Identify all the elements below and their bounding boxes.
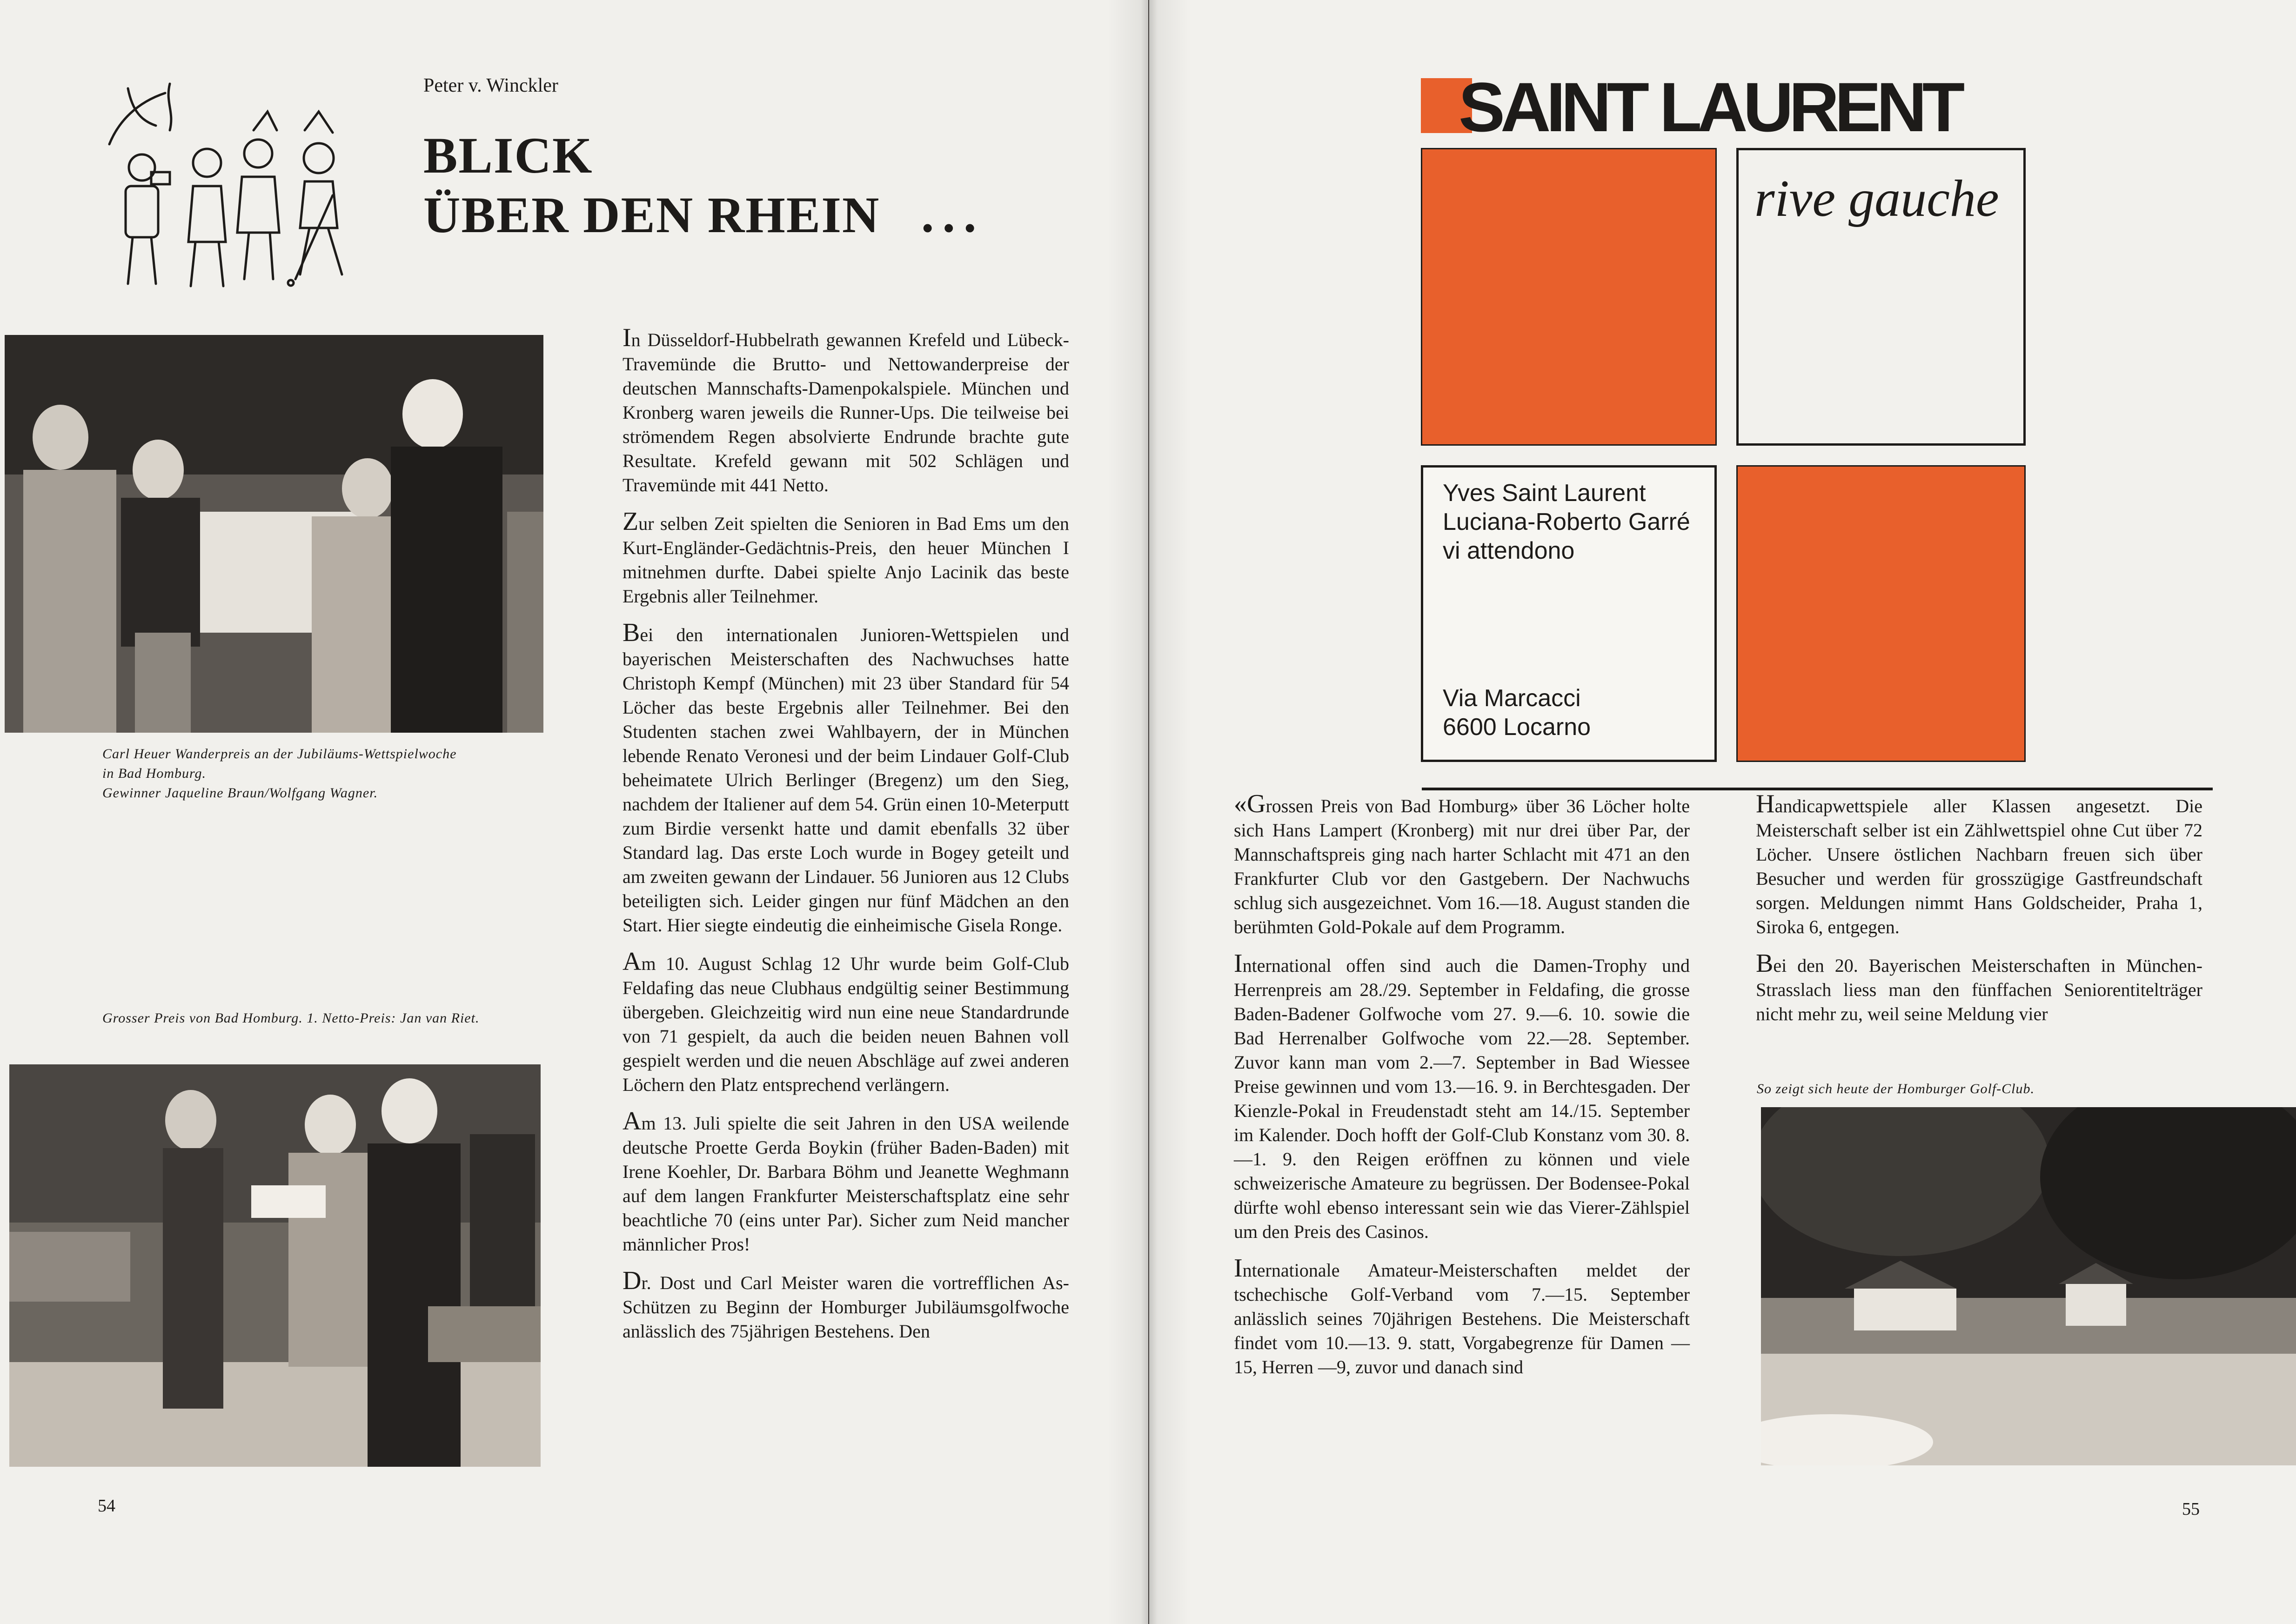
photo-award-ceremony xyxy=(5,335,543,733)
paragraph: Bei den 20. Bayerischen Meisterschaften in München-Strasslach liess man den fünffachen Seniorentitelträger nicht mehr zu, weil seine Meldung vier xyxy=(1756,949,2202,1024)
ad-address xyxy=(1443,684,1591,742)
ad-line-1: Yves Saint Laurent xyxy=(1443,480,1646,507)
headline-ellipsis: ... xyxy=(921,186,985,243)
article-body-right-col-1 xyxy=(1234,789,1690,1391)
ad-line-2: Luciana-Roberto Garré xyxy=(1443,508,1690,535)
caption-1-line-3: Gewinner Jaqueline Braun/Wolfgang Wagner. xyxy=(102,785,378,801)
paragraph: International offen sind auch die Damen-Trophy und Herrenpreis am 28./29. September in Feldafing, die grosse Baden-Badener Golfwoche vom 27. 9.—6. 10. sowie die Bad Herrenalber Golfwoche vom 22.—28. September. Zuvor kann man vom 2.—7. September in Bad Wiessee Preise gewinnen und vom 13.—16. 9. in Berchtesgaden. Der Kienzle-Pokal in Freudenstadt steht am 14./15. September im Kalender. Doch hofft der Golf-Club Konstanz vom 30. 8.—1. 9. den Reigen eröffnen zu können und viele schweizerische Amateure zu begrüssen. Der Bodensee-Pokal dürfte wohl ebenso interessant sein wie das Vierer-Zählspiel um den Preis des Casinos. xyxy=(1234,949,1690,1242)
page-55 xyxy=(1149,0,2296,1624)
photo-caption-2: Grosser Preis von Bad Homburg. 1. Netto-Preis: Jan van Riet. xyxy=(102,1010,480,1026)
article-headline xyxy=(423,126,880,245)
ad-line-3: vi attendono xyxy=(1443,537,1575,564)
ad-street: Via Marcacci xyxy=(1443,685,1581,712)
photo-caption-clubhouse: So zeigt sich heute der Homburger Golf-Club. xyxy=(1757,1081,2035,1096)
ad-orange-square-bottom xyxy=(1736,465,2026,762)
paragraph: Am 10. August Schlag 12 Uhr wurde beim Golf-Club Feldafing das neue Clubhaus endgültig seiner Bestimmung übergeben. Gleichzeitig wird nun eine neue Standardrunde von 71 gespielt, da auch die beiden neuen Bahnen voll gespielt werden und die neuen Abschläge auf zwei anderen Löchern den Platz entsprechend verlängern. xyxy=(623,947,1069,1095)
caption-1-line-2: in Bad Homburg. xyxy=(102,766,207,781)
article-body-left xyxy=(623,323,1069,1356)
ad-brand-name: SAINT LAURENT xyxy=(1459,68,1961,146)
article-body-right-col-2 xyxy=(1756,789,2202,1038)
paragraph: Internationale Amateur-Meisterschaften meldet der tschechische Golf-Verband vom 7.—15. September anlässlich seines 70jährigen Bestehens. Die Meisterschaft findet vom 10.—13. 9. statt, Vorgabegrenze für Damen —15, Herren —9, zuvor und danach sind xyxy=(1234,1254,1690,1377)
article-author: Peter v. Winckler xyxy=(423,75,558,96)
photo-homburger-golf-club xyxy=(1761,1107,2296,1465)
headline-line-1: BLICK xyxy=(423,127,593,184)
ad-orange-square-top xyxy=(1421,148,1717,446)
ad-tagline: rive gauche xyxy=(1754,170,1999,227)
golfers-cartoon-illustration xyxy=(100,74,365,293)
paragraph: Handicapwettspiele aller Klassen angesetzt. Die Meisterschaft selber ist ein Zählwettspiel ohne Cut über 72 Löcher. Unsere östlichen Nachbarn freuen sich über Besucher und werden für grosszügige Gastfreundschaft sorgen. Meldungen nimmt Hans Goldscheider, Praha 1, Siroka 6, entgegen. xyxy=(1756,789,2202,937)
paragraph: Zur selben Zeit spielten die Senioren in Bad Ems um den Kurt-Engländer-Gedächtnis-Preis, den heuer München I mitnehmen durfte. Dabei spielte Anjo Lacinik das beste Ergebnis aller Teilnehmer. xyxy=(623,507,1069,607)
paragraph: «Grossen Preis von Bad Homburg» über 36 Löcher holte sich Hans Lampert (Kronberg) mit nur drei über Par, der Mannschaftspreis ging nach harter Schlacht mit 471 an den Frankfurter Club vor den Gastgebern. Der Nachwuchs schlug sich ausgezeichnet. Vom 16.—18. August standen die berühmten Gold-Pokale auf dem Programm. xyxy=(1234,789,1690,937)
photo-netto-prize xyxy=(9,1064,541,1467)
paragraph: Dr. Dost und Carl Meister waren die vortrefflichen As-Schützen zu Beginn der Homburger Jubiläumsgolfwoche anlässlich des 75jährigen Bestehens. Den xyxy=(623,1266,1069,1342)
section-rule xyxy=(1422,788,2213,790)
paragraph: Bei den internationalen Junioren-Wettspielen und bayerischen Meisterschaften des Nachwuchses hatte Christoph Kempf (München) mit 23 über Standard für 54 Löcher das beste Ergebnis aller Teilnehmer. Bei den Studenten stachen zwei Wahlbayern, der in München lebende Renato Veronesi und der beim Lindauer Golf-Club beheimatete Ulrich Berlinger (Bregenz) um den Sieg, nachdem der Italiener auf dem 54. Grün einen 10-Meterputt zum Birdie versenkt hatte und damit ebenfalls 32 über Standard lag. Das erste Loch wurde in Bogey geteilt und am zweiten gewann der Lindauer. 56 Junioren aus 12 Clubs beteiligten sich. Leider gingen nur fünf Mädchen an den Start. Hier siegte eindeutig die einheimische Gisela Ronge. xyxy=(623,618,1069,936)
ad-tagline-box xyxy=(1736,148,2026,446)
paragraph: In Düsseldorf-Hubbelrath gewannen Krefeld und Lübeck-Travemünde die Brutto- und Nettowanderpreise der deutschen Mannschafts-Damenpokalspiele. München und Kronberg waren jeweils die Runner-Ups. Die teilweise bei strömendem Regen absolvierte Endrunde brachte gute Resultate. Krefeld gewann mit 502 Schlägen und Travemünde mit 441 Netto. xyxy=(623,323,1069,495)
saint-laurent-advertisement xyxy=(1421,148,2026,762)
ad-address-box xyxy=(1421,465,1717,762)
page-number-left: 54 xyxy=(98,1496,115,1516)
paragraph: Am 13. Juli spielte die seit Jahren in den USA weilende deutsche Proette Gerda Boykin (früher Baden-Baden) mit Irene Koehler, Dr. Barbara Böhm und Jeanette Weghmann auf dem langen Frankfurter Meisterschaftsplatz eine sehr beachtliche 70 (eins unter Par). Sicher zum Neid mancher männlicher Pros! xyxy=(623,1107,1069,1255)
page-number-right: 55 xyxy=(2182,1499,2200,1519)
headline-line-2: ÜBER DEN RHEIN xyxy=(423,187,880,243)
ad-city: 6600 Locarno xyxy=(1443,714,1591,741)
photo-caption-1 xyxy=(102,744,521,803)
caption-1-line-1: Carl Heuer Wanderpreis an der Jubiläums-Wettspielwoche xyxy=(102,746,457,762)
ad-names xyxy=(1443,479,1690,565)
